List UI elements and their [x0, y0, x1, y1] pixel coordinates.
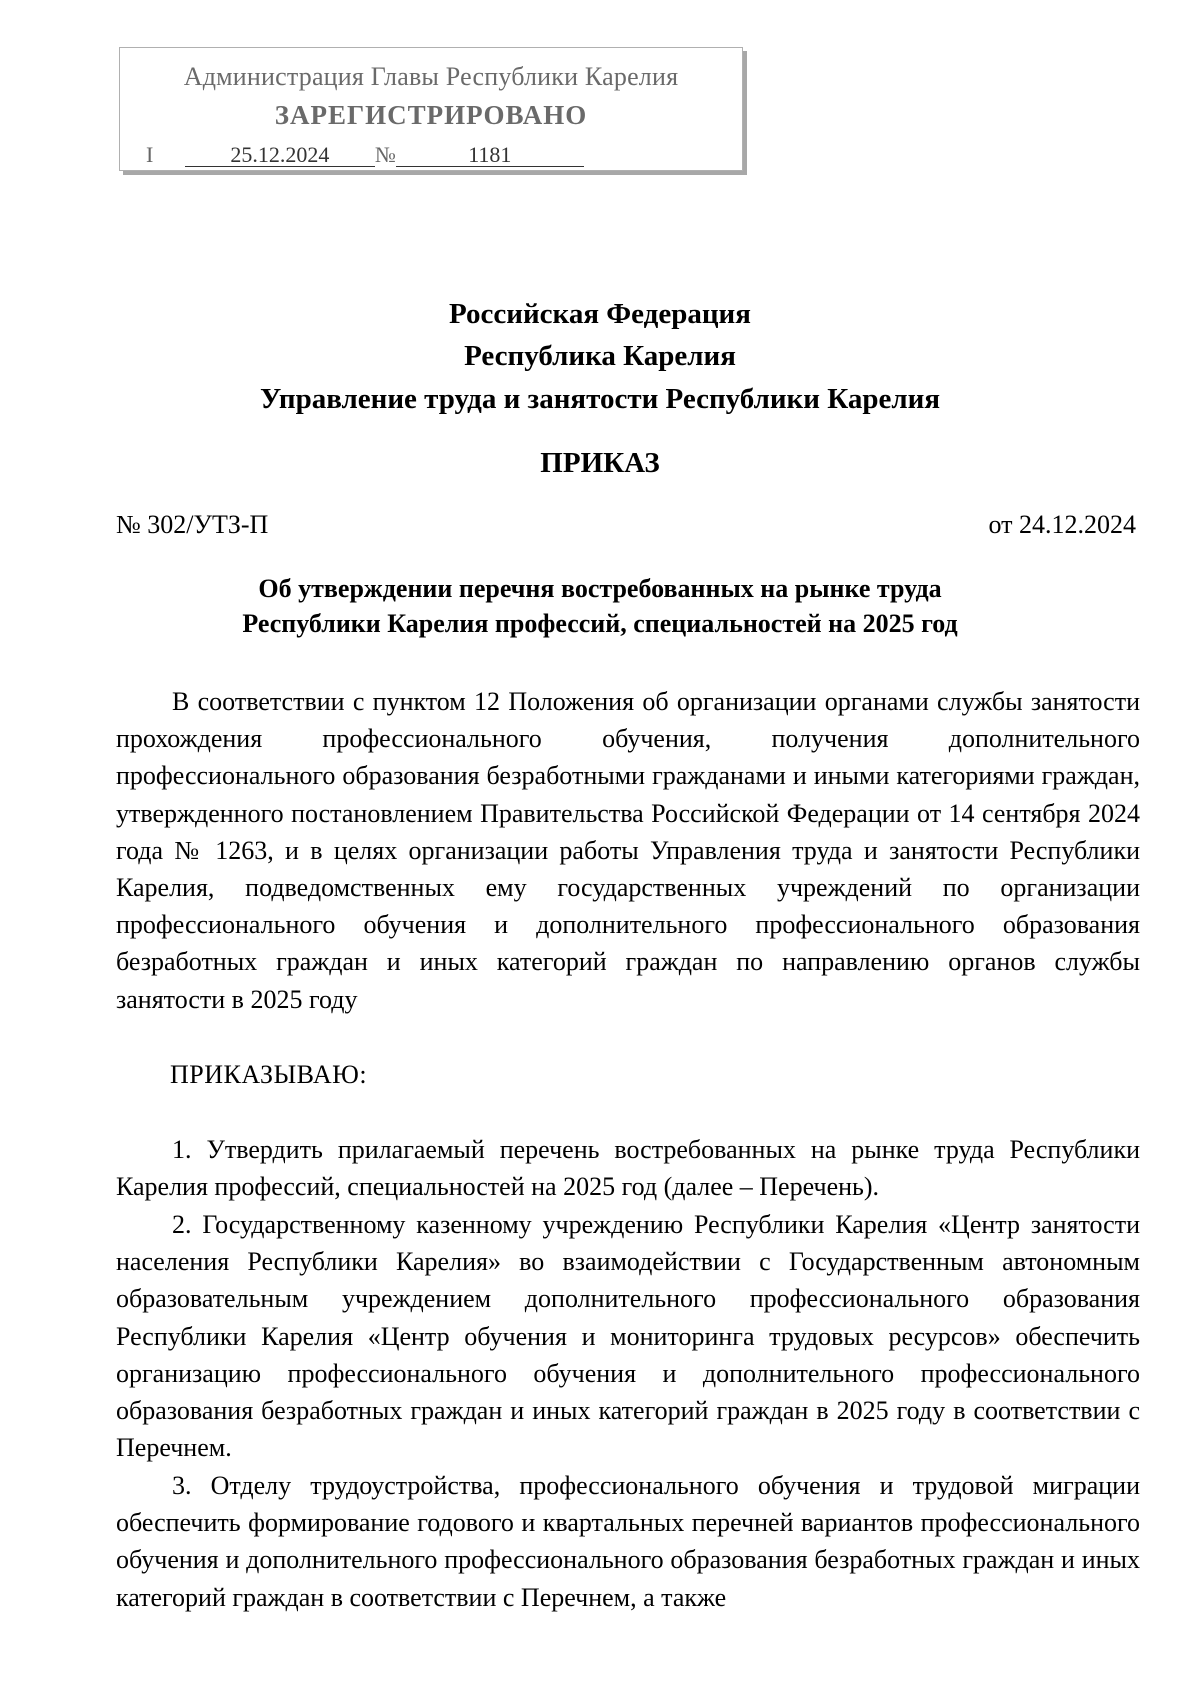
- order-number: № 302/УТЗ-П: [116, 510, 269, 539]
- order-number-date-row: [116, 510, 1136, 540]
- header-agency: Управление труда и занятости Республики Карелия: [259, 383, 941, 415]
- registration-stamp: [119, 47, 743, 171]
- stamp-registration-line: [146, 142, 584, 168]
- order-item-1: 1. Утвердить прилагаемый перечень востребованных на рынке труда Республики Карелия профессий, специальностей на 2025 год (далее – Перечень).: [116, 1135, 1140, 1202]
- stamp-status: ЗАРЕГИСТРИРОВАНО: [274, 100, 588, 130]
- stamp-prefix: I: [146, 142, 154, 167]
- preamble-paragraph: В соответствии с пунктом 12 Положения об организации органами службы занятости прохождения профессионального обучения, получения дополнительного профессионального образования безработными гражданами и иными категориями граждан, утвержденного постановлением Правительства Российской Федерации от 14 сентября 2024 года № 1263, и в целях организации работы Управления труда и занятости Республики Карелия, подведомственных ему государственных учреждений по организации профессионального обучения и дополнительного профессионального образования безработных граждан и иных категорий граждан по направлению органов службы занятости в 2025 году: [116, 687, 1140, 1014]
- order-date: от 24.12.2024: [988, 510, 1136, 539]
- subject-line-2: Республики Карелия профессий, специальностей на 2025 год: [242, 609, 958, 638]
- doc-type-title: ПРИКАЗ: [540, 447, 660, 479]
- orders-word: ПРИКАЗЫВАЮ:: [170, 1060, 368, 1089]
- stamp-number: 1181: [396, 144, 584, 167]
- order-item-2: 2. Государственному казенному учреждению Республики Карелия «Центр занятости населения Республики Карелия» во взаимодействии с Государственным автономным образовательным учреждением дополнительного профессионального образования Республики Карелия «Центр обучения и мониторинга трудовых ресурсов» обеспечить организацию профессионального обучения и дополнительного профессионального образования безработных граждан и иных категорий граждан в 2025 году в соответствии с Перечнем.: [116, 1210, 1140, 1463]
- stamp-organization: Администрация Главы Республики Карелия: [183, 62, 679, 91]
- order-item-3: 3. Отделу трудоустройства, профессионального обучения и трудовой миграции обеспечить формирование годового и квартальных перечней вариантов профессионального обучения и дополнительного профессионального образования безработных граждан и иных категорий граждан в соответствии с Перечнем, а также: [116, 1471, 1140, 1612]
- stamp-number-label: №: [374, 142, 396, 167]
- stamp-date: 25.12.2024: [185, 144, 375, 167]
- header-country: Российская Федерация: [449, 298, 751, 330]
- subject-line-1: Об утверждении перечня востребованных на рынке труда: [258, 574, 942, 603]
- header-region: Республика Карелия: [464, 340, 736, 372]
